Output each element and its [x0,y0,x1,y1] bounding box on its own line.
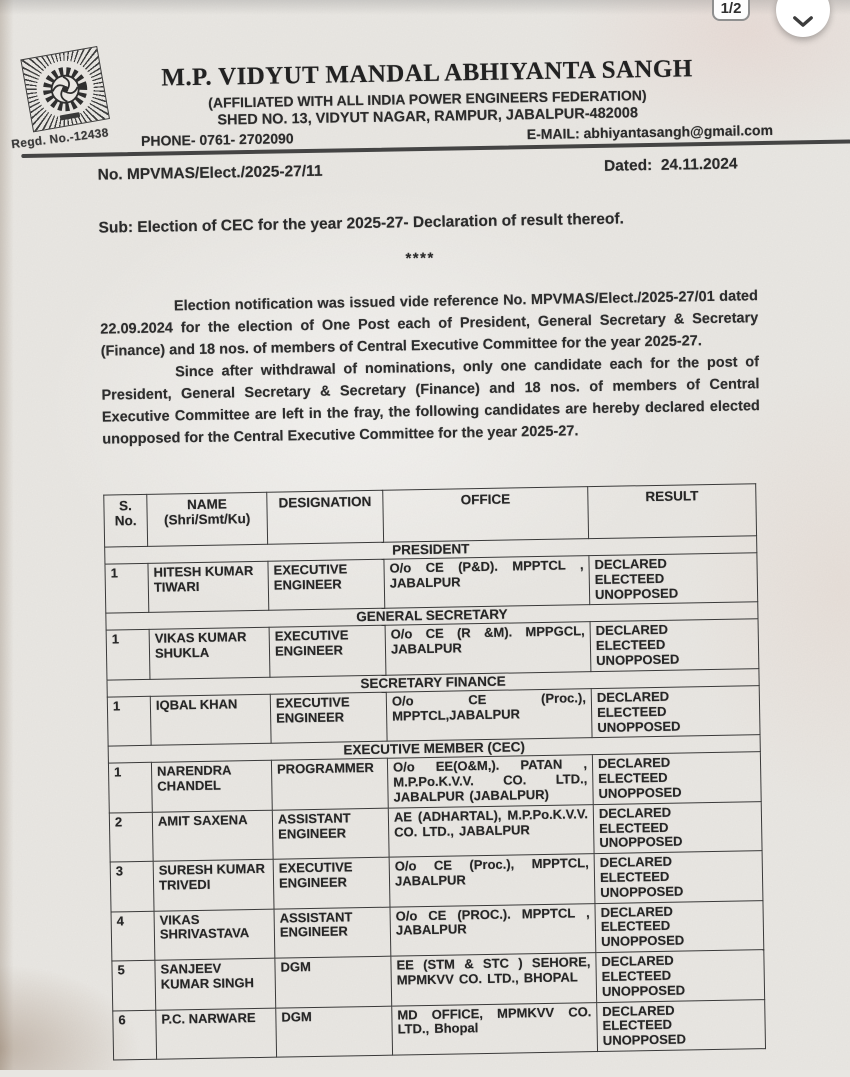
section-title-executive-member: EXECUTIVE MEMBER (CEC) [108,735,760,763]
cell-designation: ASSISTANT ENGINEER [272,808,389,859]
page-indicator-text: 1/2 [720,0,742,17]
cell-office: O/o CE (R &M). MPPGCL, JABALPUR [385,622,591,675]
cell-sno: 6 [113,1010,157,1060]
cell-designation: EXECUTIVE ENGINEER [273,857,390,908]
col-header-office: OFFICE [383,487,589,543]
cell-designation: EXECUTIVE ENGINEER [270,692,387,743]
col-header-result: RESULT [588,484,757,539]
cell-name: P.C. NARWARE [156,1008,277,1060]
registration-number: Regd. No.-12438 [10,125,110,152]
cell-name: HITESH KUMAR TIWARI [148,561,269,613]
section-title-general-secretary: GENERAL SECRETARY [106,602,758,630]
cell-result: DECLARED ELECTEED UNOPPOSED [592,752,761,804]
cell-name: SANJEEV KUMAR SINGH [155,958,276,1010]
cell-office: MD OFFICE, MPMKVV CO. LTD., Bhopal [392,1002,598,1055]
reference-row [98,155,738,184]
separator-stars: **** [405,249,435,268]
section-title-president: PRESIDENT [105,536,757,564]
page-indicator-badge [712,0,750,21]
chevron-down-icon [792,15,814,28]
address-line: SHED NO. 13, VIDYUT NAGAR, RAMPUR, JABALPUR-482008 [217,105,639,129]
cell-result: DECLARED ELECTEED UNOPPOSED [595,900,764,952]
cell-sno: 3 [110,861,154,911]
email-address: E-MAIL: abhiyantasangh@gmail.com [526,121,774,143]
cell-sno: 1 [107,696,151,746]
cell-designation: EXECUTIVE ENGINEER [268,559,385,610]
col-header-sno: S. No. [104,494,148,547]
cell-office: O/o EE(O&M,). PATAN , M.P.Po.K.V.V. CO. LTD., JABALPUR (JABALPUR) [387,755,593,808]
cell-result: DECLARED ELECTEED UNOPPOSED [590,619,759,671]
cell-office: O/o CE (Proc.), MPPTCL,JABALPUR [386,688,592,741]
col-header-designation: DESIGNATION [267,490,384,544]
reference-number: No. MPVMAS/Elect./2025-27/11 [97,162,323,184]
paragraph-1: Election notification was issued vide reference No. MPVMAS/Elect./2025-27/01 dated 22.09.2024 for the election of One Post each of President, General Secretary & Secretary (Finance) and 18 nos. of members of Central Executive Committee for the year 2025-27. [100,288,759,360]
letterhead [82,54,773,150]
cell-name: IQBAL KHAN [150,694,271,746]
cell-designation: DGM [275,956,392,1007]
cell-name: NARENDRA CHANDEL [151,761,272,813]
cell-designation: ASSISTANT ENGINEER [274,907,391,958]
cell-office: EE (STM & STC ) SEHORE, MPMKVV CO. LTD., BHOPAL [391,953,597,1006]
cell-sno: 4 [111,911,155,961]
col-header-name: NAME (Shri/Smt/Ku) [147,492,268,546]
cell-name: AMIT SAXENA [152,810,273,862]
section-title-secretary-finance: SECRETARY FINANCE [107,669,759,697]
cell-name: SURESH KUMAR TRIVEDI [153,859,274,911]
letter-date: Dated: 24.11.2024 [603,155,738,175]
affiliation-line: (AFFILIATED WITH ALL INDIA POWER ENGINEERS FEDERATION) [208,87,647,111]
table-row [113,999,766,1060]
cell-result: DECLARED ELECTEED UNOPPOSED [589,553,758,605]
phone-number: PHONE- 0761- 2702090 [140,130,294,149]
cell-name: VIKAS SHRIVASTAVA [154,909,275,961]
cell-name: VIKAS KUMAR SHUKLA [149,628,270,680]
cell-office: O/o CE (P&D). MPPTCL , JABALPUR [384,556,590,609]
cell-designation: PROGRAMMER [271,759,388,810]
cell-office: O/o CE (Proc.), MPPTCL, JABALPUR [389,854,595,907]
cell-sno: 2 [109,812,153,862]
subject-line: Sub: Election of CEC for the year 2025-27- Declaration of result thereof. [98,210,625,237]
cell-designation: EXECUTIVE ENGINEER [269,626,386,677]
cell-result: DECLARED ELECTEED UNOPPOSED [591,686,760,738]
cell-sno: 1 [105,563,149,613]
cell-sno: 5 [112,960,156,1010]
org-name: M.P. VIDYUT MANDAL ABHIYANTA SANGH [161,55,693,92]
paragraph-2: Since after withdrawal of nominations, only one candidate each for the post of President, General Secretary & Secretary (Finance) and 18 nos. of members of Central Executive Committee are left in the fray, the following candidates are hereby declared elected unopposed for the Central Executive Committee for the year 2025-27. [101,354,760,448]
cell-sno: 1 [106,630,150,680]
cell-result: DECLARED ELECTEED UNOPPOSED [596,950,765,1002]
cell-office: AE (ADHARTAL), M.P.Po.K.V.V. CO. LTD., JABALPUR [388,804,594,857]
election-results-table [103,483,766,1060]
cell-office: O/o CE (PROC.). MPPTCL , JABALPUR [390,903,596,956]
cell-result: DECLARED ELECTEED UNOPPOSED [597,999,766,1051]
letter-body [100,285,761,450]
cell-result: DECLARED ELECTEED UNOPPOSED [594,851,763,903]
cell-result: DECLARED ELECTEED UNOPPOSED [593,801,762,853]
cell-designation: DGM [276,1006,393,1057]
cell-sno: 1 [108,763,152,813]
